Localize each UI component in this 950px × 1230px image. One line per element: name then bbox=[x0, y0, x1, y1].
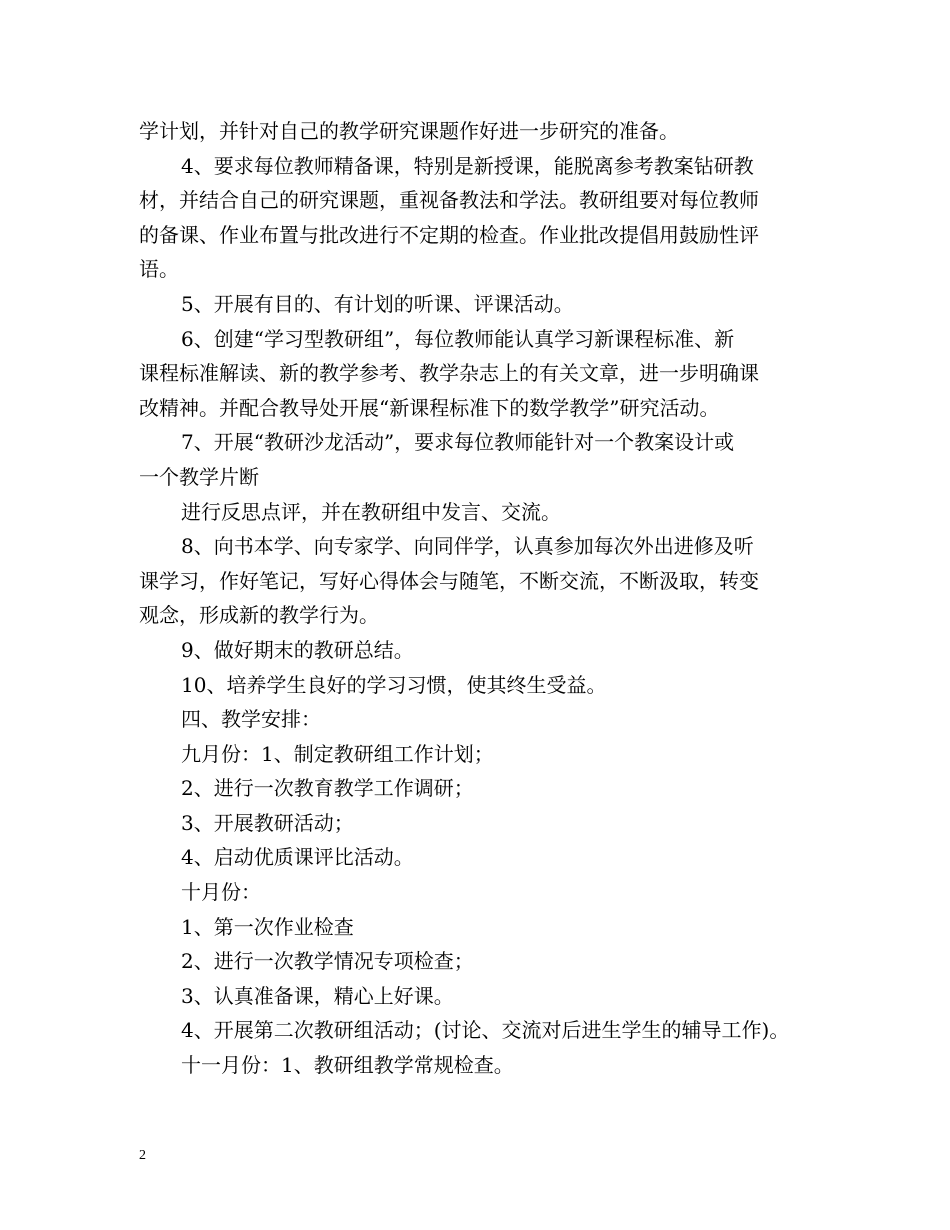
paragraph-line: 4、要求每位教师精备课，特别是新授课，能脱离参考教案钻研教 bbox=[181, 153, 754, 178]
paragraph-line: 观念，形成新的教学行为。 bbox=[139, 603, 379, 628]
paragraph-line: 材，并结合自己的研究课题，重视备教法和学法。教研组要对每位教师 bbox=[139, 188, 759, 213]
schedule-line: 九月份：1、制定教研组工作计划； bbox=[181, 741, 494, 766]
paragraph-line: 课学习，作好笔记，写好心得体会与随笔，不断交流，不断汲取，转变 bbox=[139, 568, 759, 593]
schedule-line: 1、第一次作业检查 bbox=[181, 914, 354, 939]
schedule-line: 3、认真准备课，精心上好课。 bbox=[181, 983, 454, 1008]
paragraph-line: 课程标准解读、新的教学参考、教学杂志上的有关文章，进一步明确课 bbox=[139, 361, 759, 386]
paragraph-line: 9、做好期末的教研总结。 bbox=[181, 637, 414, 662]
paragraph-line: 语。 bbox=[139, 257, 179, 282]
schedule-line: 3、开展教研活动； bbox=[181, 810, 354, 835]
schedule-line: 4、启动优质课评比活动。 bbox=[181, 845, 414, 870]
paragraph-line: 7、开展“教研沙龙活动”，要求每位教师能针对一个教案设计或 bbox=[181, 430, 735, 455]
paragraph-line: 进行反思点评，并在教研组中发言、交流。 bbox=[181, 499, 561, 524]
paragraph-line: 学计划，并针对自己的教学研究课题作好进一步研究的准备。 bbox=[139, 119, 679, 143]
document-body bbox=[0, 114, 950, 1083]
page-number: 2 bbox=[139, 1148, 146, 1163]
schedule-line: 2、进行一次教育教学工作调研； bbox=[181, 776, 474, 801]
paragraph-line: 10、培养学生良好的学习习惯，使其终生受益。 bbox=[181, 672, 607, 697]
paragraph-line: 改精神。并配合教导处开展“新课程标准下的数学教学”研究活动。 bbox=[139, 395, 720, 420]
paragraph-line: 的备课、作业布置与批改进行不定期的检查。作业批改提倡用鼓励性评 bbox=[139, 222, 759, 247]
schedule-line: 十一月份：1、教研组教学常规检查。 bbox=[181, 1053, 514, 1078]
schedule-line: 4、开展第二次教研组活动；(讨论、交流对后进生学生的辅导工作)。 bbox=[181, 1018, 790, 1043]
paragraph-line: 5、开展有目的、有计划的听课、评课活动。 bbox=[181, 291, 574, 316]
paragraph-line: 8、向书本学、向专家学、向同伴学，认真参加每次外出进修及听 bbox=[181, 534, 754, 559]
section-heading: 四、教学安排： bbox=[181, 707, 321, 732]
schedule-line: 十月份： bbox=[181, 880, 261, 905]
schedule-line: 2、进行一次教学情况专项检查； bbox=[181, 949, 474, 974]
paragraph-line: 6、创建“学习型教研组”，每位教师能认真学习新课程标准、新 bbox=[181, 326, 735, 351]
paragraph-line: 一个教学片断 bbox=[139, 464, 259, 489]
